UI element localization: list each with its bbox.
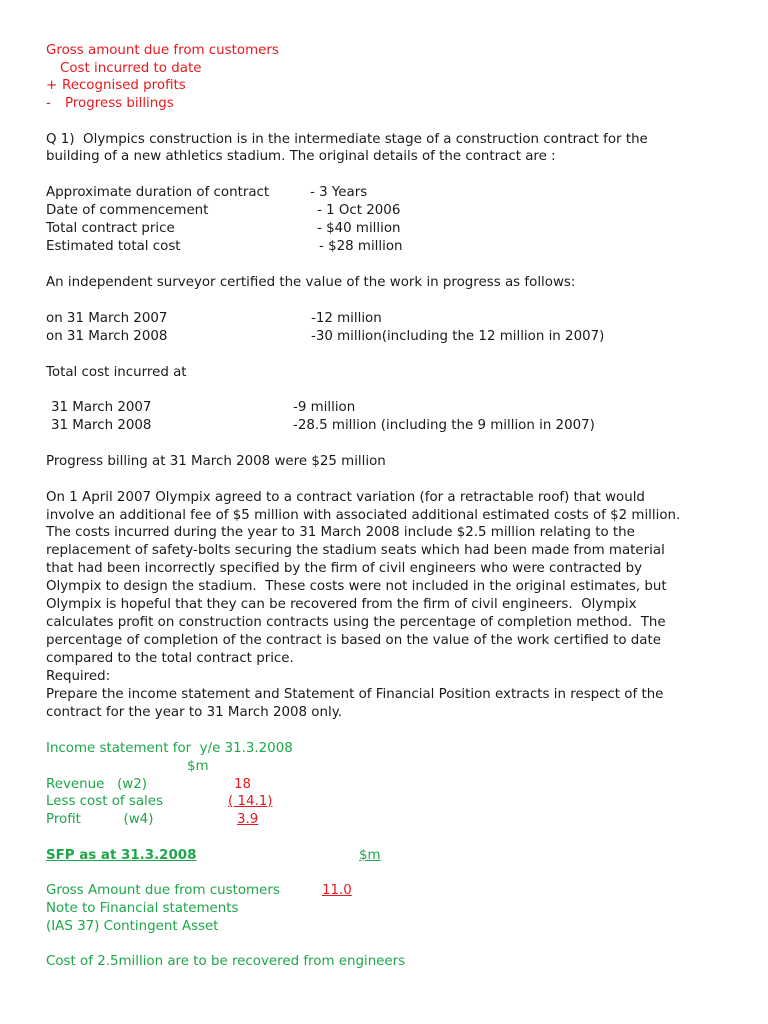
paragraph-line: replacement of safety-bolts securing the stadium seats which had been made from material (46, 543, 665, 558)
note-line: Cost of 2.5million are to be recovered from engineers (46, 954, 406, 969)
cost-value: -9 million (293, 400, 356, 415)
detail-value: - 1 Oct 2006 (317, 203, 401, 218)
income-unit: $m (187, 759, 209, 774)
detail-label: Estimated total cost (46, 239, 181, 254)
income-row-label: Profit (w4) (46, 812, 154, 827)
detail-value: - 3 Years (310, 185, 368, 200)
formula-plus-sign: + (46, 78, 58, 93)
cost-value: -28.5 million (including the 9 million in 2007) (293, 418, 595, 433)
cost-heading: Total cost incurred at (46, 365, 187, 380)
paragraph-line: that had been incorrectly specified by the firm of civil engineers who were contracted by (46, 561, 643, 576)
detail-label: Approximate duration of contract (46, 185, 270, 200)
surveyor-intro: An independent surveyor certified the value of the work in progress as follows: (46, 275, 576, 290)
billing-line: Progress billing at 31 March 2008 were $25 million (46, 454, 386, 469)
question-intro-line: building of a new athletics stadium. The original details of the contract are : (46, 149, 556, 164)
question-intro-line: Q 1) Olympics construction is in the intermediate stage of a construction contract for the (46, 132, 648, 147)
gross-amount-value: 11.0 (322, 883, 352, 898)
income-row-value: 3.9 (237, 812, 259, 827)
income-row-value: 18 (234, 777, 252, 792)
note-line: Note to Financial statements (46, 901, 239, 916)
surveyor-label: on 31 March 2007 (46, 311, 168, 326)
income-row-label: Revenue (w2) (46, 777, 148, 792)
formula-line-billings: Progress billings (65, 96, 174, 111)
income-row-label: Less cost of sales (46, 794, 163, 809)
cost-label: 31 March 2008 (51, 418, 152, 433)
note-line: (IAS 37) Contingent Asset (46, 919, 219, 934)
detail-label: Date of commencement (46, 203, 209, 218)
sfp-title: SFP as at 31.3.2008 (46, 848, 197, 863)
paragraph-line: calculates profit on construction contracts using the percentage of completion method. The (46, 615, 666, 630)
formula-minus-sign: - (46, 96, 51, 111)
cost-label: 31 March 2007 (51, 400, 152, 415)
paragraph-line: compared to the total contract price. (46, 651, 294, 666)
surveyor-label: on 31 March 2008 (46, 329, 168, 344)
paragraph-line: involve an additional fee of $5 million with associated additional estimated costs of $2 million. (46, 508, 681, 523)
paragraph-line: The costs incurred during the year to 31 March 2008 include $2.5 million relating to the (46, 525, 635, 540)
income-statement-title: Income statement for y/e 31.3.2008 (46, 741, 293, 756)
paragraph-line: Olympix to design the stadium. These costs were not included in the original estimates, but (46, 579, 667, 594)
detail-label: Total contract price (46, 221, 175, 236)
sfp-unit: $m (359, 848, 381, 863)
detail-value: - $40 million (317, 221, 401, 236)
formula-line-profits: Recognised profits (62, 78, 186, 93)
formula-line-cost: Cost incurred to date (60, 61, 202, 76)
surveyor-value: -30 million(including the 12 million in 2007) (311, 329, 605, 344)
required-label: Required: (46, 669, 111, 684)
surveyor-value: -12 million (311, 311, 382, 326)
income-row-value: ( 14.1) (228, 794, 273, 809)
paragraph-line: percentage of completion of the contract is based on the value of the work certified to date (46, 633, 661, 648)
required-line: Prepare the income statement and Statement of Financial Position extracts in respect of the (46, 687, 664, 702)
required-line: contract for the year to 31 March 2008 only. (46, 705, 342, 720)
paragraph-line: On 1 April 2007 Olympix agreed to a contract variation (for a retractable roof) that would (46, 490, 645, 505)
gross-amount-label: Gross Amount due from customers (46, 883, 280, 898)
paragraph-line: Olympix is hopeful that they can be recovered from the firm of civil engineers. Olympix (46, 597, 637, 612)
formula-title: Gross amount due from customers (46, 43, 279, 58)
detail-value: - $28 million (319, 239, 403, 254)
